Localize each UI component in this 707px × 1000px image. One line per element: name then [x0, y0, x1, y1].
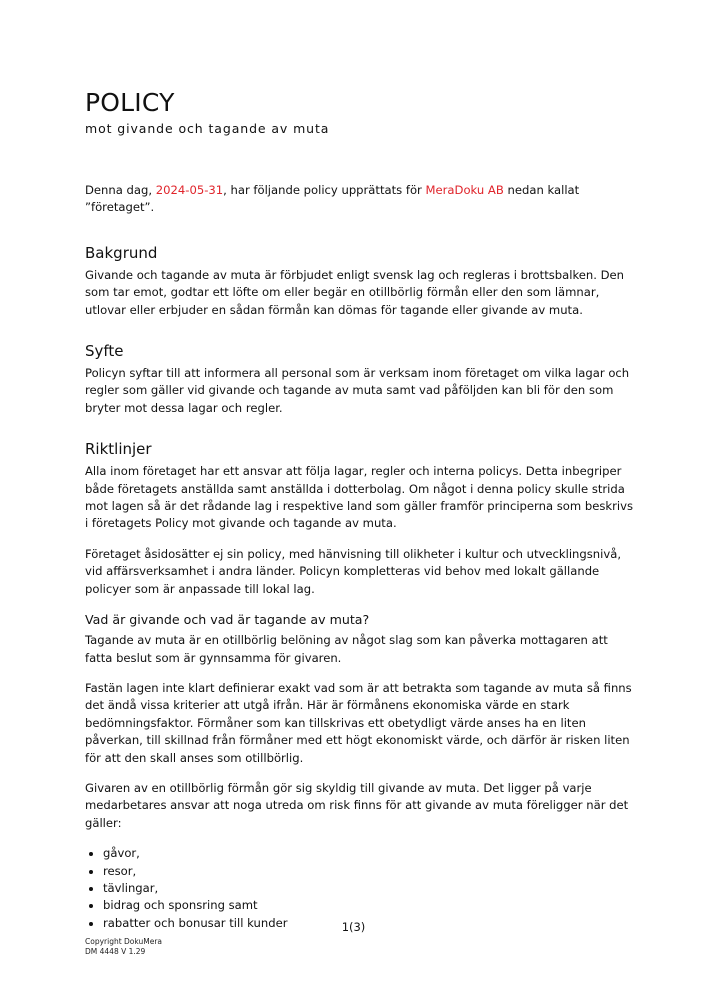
- policy-date: 2024-05-31: [155, 183, 224, 197]
- list-item: • resor,: [103, 863, 633, 880]
- section-heading-syfte: Syfte: [85, 342, 124, 361]
- page-title: POLICY: [85, 88, 175, 117]
- section-heading-bakgrund: Bakgrund: [85, 243, 158, 262]
- document-body: [85, 182, 633, 932]
- footer-copyright: Copyright DokuMera: [85, 937, 163, 946]
- section-heading-riktlinjer: Riktlinjer: [85, 440, 152, 459]
- company-name: MeraDoku AB: [425, 183, 504, 197]
- list-item: • tävlingar,: [103, 880, 633, 897]
- section-riktlinjer: [85, 439, 633, 932]
- subsection-heading-vad: Vad är givande och vad är tagande av muta?: [85, 612, 370, 628]
- list-item: • bidrag och sponsring samt: [103, 897, 633, 914]
- vad-paragraph-2: Fastän lagen inte klart definierar exakt vad som är att betrakta som tagande av muta så finns det ändå vissa kriterier att utgå ifrån. Här är förmånens ekonomiska värde en stark bedömningsfaktor. Förmåner som kan tillskrivas ett obetydligt värde anses ha en liten påverkan, till skillnad från förmåner med ett högt ekonomiskt värde, och därför är risken liten för att den skall anses som otillbörlig.: [85, 680, 632, 765]
- vad-paragraph-3: Givaren av en otillbörlig förmån gör sig skyldig till givande av muta. Det ligger på varje medarbetares ansvar att noga utreda om risk finns för att givande av muta föreligger när det gäller:: [85, 780, 629, 830]
- section-syfte: [85, 341, 633, 417]
- intro-text-end: nedan kallat ”företaget”.: [85, 183, 580, 215]
- footer: [85, 937, 162, 957]
- riktlinjer-paragraph-2: Företaget åsidosätter ej sin policy, med hänvisning till olikheter i kultur och utvecklingsnivå, vid affärsverksamhet i andra länder. Policyn kompletteras vid behov med lokalt gällande policyer som är anpassade till lokal lag.: [85, 546, 622, 596]
- list-item: • rabatter och bonusar till kunder: [103, 915, 633, 932]
- page-number: 1(3): [341, 920, 366, 934]
- section-text-bakgrund: Givande och tagande av muta är förbjudet enligt svensk lag och regleras i brottsbalken. Den som tar emot, godtar ett löfte om eller begär en otillbörlig förmån eller den som lämnar, utlovar eller erbjuder en sådan förmån kan dömas för tagande eller givande av muta.: [85, 267, 625, 317]
- footer-doc-id: DM 4448 V 1.29: [85, 947, 146, 956]
- intro-text-start: Denna dag,: [85, 183, 156, 197]
- intro-text-mid: , har följande policy upprättats för: [223, 183, 426, 197]
- riktlinjer-paragraph-1: Alla inom företaget har ett ansvar att följa lagar, regler och interna policys. Detta inbegriper både företagets anställda samt anställda i dotterbolag. Om något i denna policy skulle strida mot lagen så är det rådande lag i respektive land som gäller framför principerna som beskrivs i företagets Policy mot givande och tagande av muta.: [85, 464, 633, 531]
- intro-paragraph: [85, 182, 633, 217]
- list-item: • gåvor,: [103, 845, 633, 862]
- page-subtitle: mot givande och tagande av muta: [85, 121, 330, 136]
- section-bakgrund: [85, 243, 633, 319]
- section-text-syfte: Policyn syftar till att informera all personal som är verksam inom företaget om vilka lagar och regler som gäller vid givande och tagande av muta samt vad påföljden kan bli för den som bryter mot dessa lagar och regler.: [85, 366, 630, 415]
- vad-paragraph-1: Tagande av muta är en otillbörlig belöning av något slag som kan påverka mottagaren att fatta beslut som är gynnsamma för givaren.: [85, 633, 608, 665]
